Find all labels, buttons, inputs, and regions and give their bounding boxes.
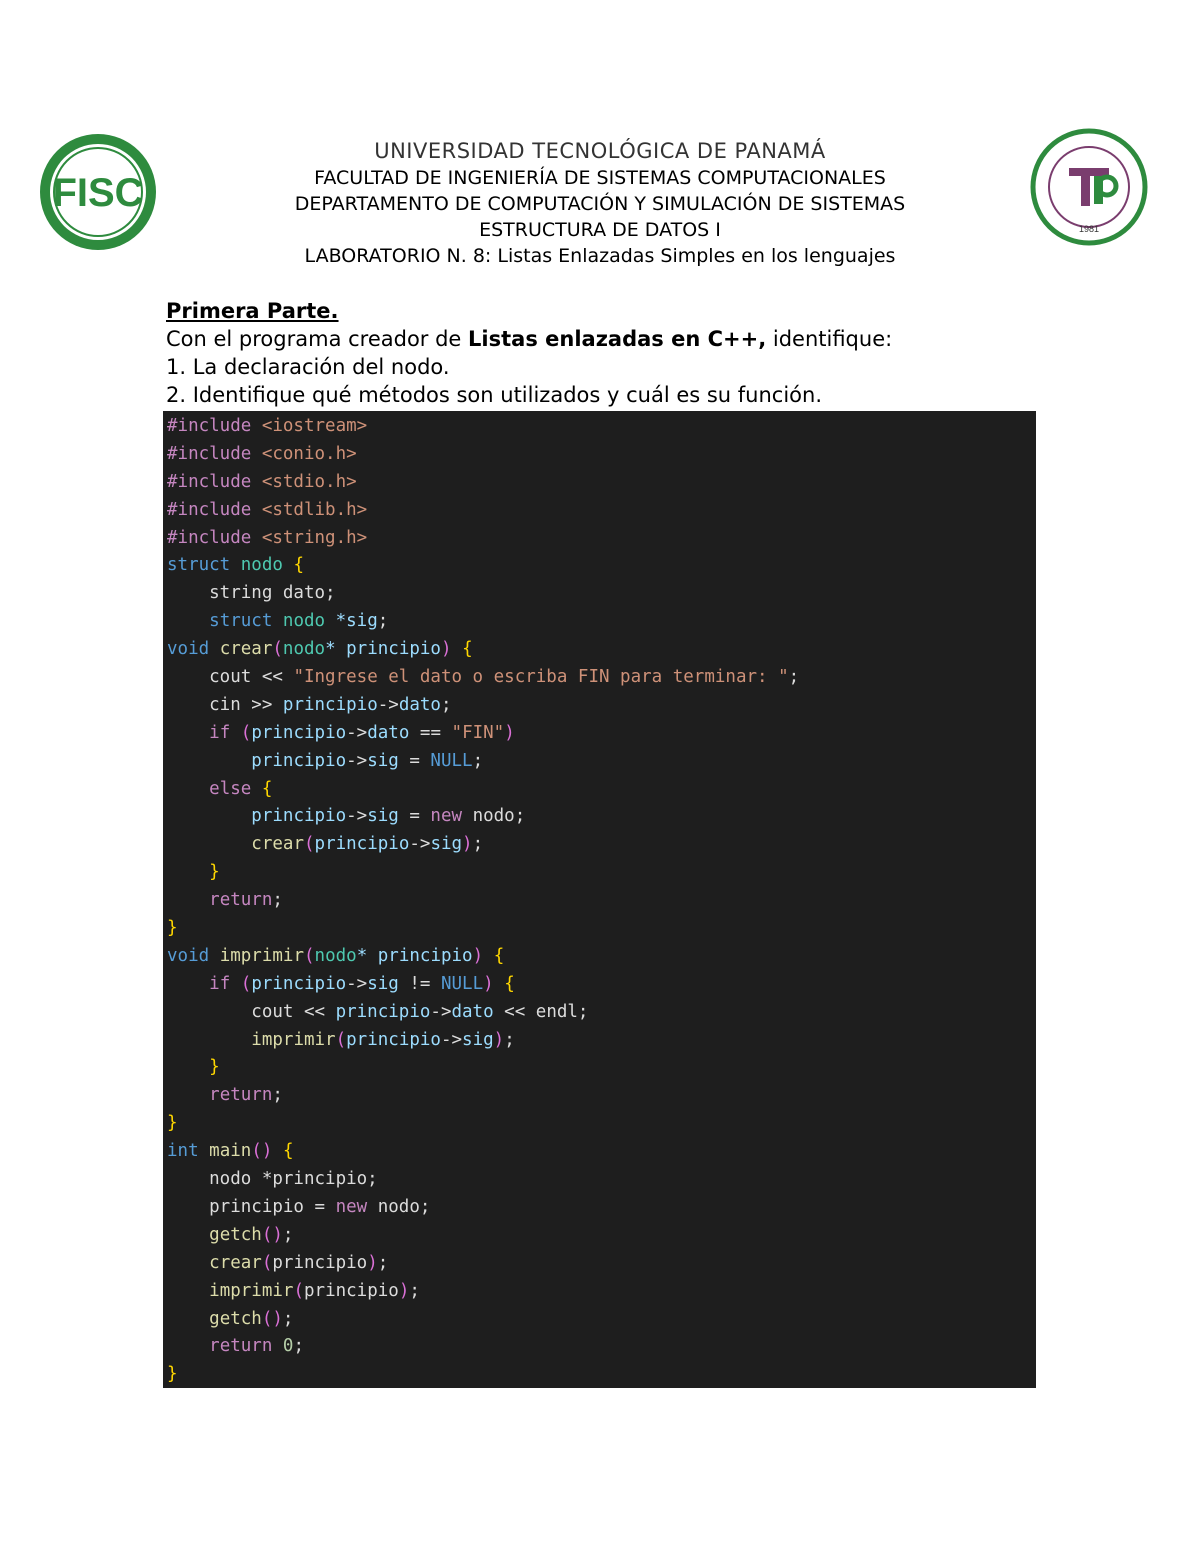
- code-token: }: [209, 862, 220, 883]
- code-token: string dato;: [167, 583, 336, 604]
- instruction-post: identifique:: [766, 327, 893, 351]
- code-token: =: [398, 806, 431, 827]
- code-line: [167, 1110, 1036, 1138]
- code-token: [272, 1141, 283, 1161]
- code-token: ;: [272, 890, 283, 911]
- code-token: <stdio.h>: [261, 471, 357, 492]
- code-token: ->: [346, 973, 368, 994]
- code-token: imprimir: [251, 1029, 336, 1050]
- code-token: sig: [367, 750, 399, 771]
- code-line: [167, 803, 1036, 831]
- code-token: }: [209, 1057, 220, 1078]
- code-line: [167, 636, 1036, 664]
- code-token: else: [209, 778, 262, 799]
- code-token: principio =: [167, 1196, 336, 1217]
- code-token: principio: [304, 1280, 399, 1301]
- code-block: [163, 411, 1036, 1388]
- code-token: sig: [462, 1029, 494, 1050]
- code-token: crear: [251, 834, 304, 855]
- code-token: ->: [346, 806, 368, 827]
- code-token: ->: [440, 1029, 463, 1050]
- code-token: (: [293, 1280, 304, 1301]
- code-line: [167, 497, 1036, 525]
- code-line: [167, 552, 1036, 580]
- code-line: [167, 831, 1036, 859]
- code-line: [167, 441, 1036, 469]
- code-token: nodo: [282, 611, 336, 632]
- code-token: ->: [346, 722, 368, 743]
- code-token: imprimir: [219, 945, 304, 966]
- code-token: <string.h>: [261, 527, 368, 548]
- code-token: [167, 862, 209, 882]
- code-token: {: [261, 778, 273, 799]
- faculty-name: FACULTAD DE INGENIERÍA DE SISTEMAS COMPUTACIONALES: [314, 167, 886, 189]
- code-line: [167, 664, 1036, 692]
- code-token: getch: [209, 1224, 262, 1245]
- department-name: DEPARTAMENTO DE COMPUTACIÓN Y SIMULACIÓN DE SISTEMAS: [294, 193, 906, 215]
- code-token: (: [240, 973, 252, 994]
- code-token: (): [261, 1224, 283, 1245]
- code-token: <stdlib.h>: [261, 499, 368, 520]
- code-token: ): [398, 1280, 410, 1301]
- code-token: ;: [440, 694, 452, 715]
- code-token: (: [261, 1252, 273, 1273]
- code-token: return: [209, 1085, 273, 1106]
- code-token: (): [261, 1308, 283, 1329]
- code-token: ->: [377, 694, 399, 715]
- code-token: [167, 751, 251, 771]
- code-token: if: [209, 973, 241, 994]
- code-token: <conio.h>: [261, 443, 357, 464]
- code-token: [167, 1309, 209, 1329]
- code-token: nodo: [314, 945, 357, 966]
- code-token: (: [272, 639, 283, 660]
- code-token: new: [430, 806, 463, 827]
- code-token: nodo: [240, 555, 294, 576]
- code-token: nodo *principio;: [167, 1169, 378, 1190]
- code-line: [167, 1222, 1036, 1250]
- code-token: NULL: [440, 973, 484, 994]
- code-token: !=: [398, 973, 441, 994]
- code-token: cout <<: [167, 667, 294, 688]
- code-token: principio: [251, 722, 347, 743]
- instruction-item-2: 2. Identifique qué métodos son utilizados y cuál es su función.: [166, 383, 823, 407]
- code-token: ->: [409, 834, 431, 855]
- university-name: UNIVERSIDAD TECNOLÓGICA DE PANAMÁ: [374, 139, 826, 163]
- code-token: main: [209, 1141, 252, 1162]
- code-token: ->: [430, 1001, 452, 1022]
- code-token: (: [303, 945, 315, 966]
- code-token: crear: [219, 639, 273, 660]
- code-token: ;: [282, 1308, 294, 1329]
- code-line: [167, 859, 1036, 887]
- lab-title: LABORATORIO N. 8: Listas Enlazadas Simples en los lenguajes: [304, 245, 896, 267]
- code-token: nodo;: [367, 1196, 431, 1217]
- code-token: {: [504, 973, 515, 994]
- code-token: #include: [167, 527, 262, 548]
- code-token: [167, 974, 209, 994]
- code-token: ;: [472, 834, 484, 855]
- code-line: [167, 720, 1036, 748]
- code-line: [167, 413, 1036, 441]
- code-token: principio: [346, 1029, 441, 1050]
- code-token: cout <<: [167, 1001, 336, 1022]
- code-token: (): [251, 1141, 273, 1162]
- code-token: (: [240, 722, 252, 743]
- code-token: ;: [282, 1224, 294, 1245]
- code-token: ;: [377, 1252, 389, 1273]
- code-token: [494, 974, 505, 994]
- code-token: principio: [335, 1001, 431, 1022]
- instruction-line: [166, 325, 1046, 353]
- code-line: [167, 692, 1036, 720]
- code-token: dato: [398, 694, 441, 715]
- code-token: [167, 890, 209, 910]
- code-line: [167, 1250, 1036, 1278]
- code-line: [167, 1278, 1036, 1306]
- code-line: [167, 1194, 1036, 1222]
- code-token: ): [367, 1252, 378, 1273]
- code-token: [167, 779, 209, 799]
- code-token: ;: [377, 611, 389, 632]
- code-token: *sig: [335, 611, 378, 632]
- instructions: [166, 297, 1046, 409]
- code-token: =: [398, 750, 431, 771]
- document-header: [0, 138, 1200, 269]
- code-token: imprimir: [209, 1280, 294, 1301]
- code-line: [167, 1027, 1036, 1055]
- code-line: [167, 1306, 1036, 1334]
- code-token: #include: [167, 471, 262, 492]
- code-token: sig: [430, 834, 463, 855]
- code-token: <iostream>: [261, 416, 368, 436]
- code-line: [167, 608, 1036, 636]
- code-token: "Ingrese el dato o escriba FIN para terminar: ": [293, 667, 789, 688]
- code-token: }: [167, 1113, 178, 1134]
- code-token: ): [504, 722, 515, 743]
- code-token: ;: [472, 750, 484, 771]
- code-line: [167, 1082, 1036, 1110]
- code-token: [167, 1085, 209, 1105]
- code-line: [167, 1333, 1036, 1361]
- code-line: [167, 999, 1036, 1027]
- code-token: [167, 806, 251, 826]
- code-token: ==: [409, 722, 452, 743]
- instruction-item-1: 1. La declaración del nodo.: [166, 355, 450, 379]
- code-token: ): [483, 973, 494, 994]
- code-token: [167, 1030, 251, 1050]
- code-token: principio: [282, 694, 378, 715]
- code-line: [167, 915, 1036, 943]
- code-token: ;: [504, 1029, 515, 1050]
- code-token: * principio: [325, 639, 441, 660]
- code-token: #include: [167, 499, 262, 520]
- code-token: (: [335, 1029, 347, 1050]
- code-line: [167, 971, 1036, 999]
- code-token: }: [167, 1364, 178, 1385]
- code-token: [167, 1057, 209, 1077]
- code-token: principio: [251, 973, 347, 994]
- code-token: principio: [314, 834, 410, 855]
- code-token: sig: [367, 806, 399, 827]
- code-token: void: [167, 945, 220, 966]
- course-name: ESTRUCTURA DE DATOS I: [479, 219, 721, 241]
- code-token: {: [462, 639, 473, 660]
- code-token: ;: [272, 1085, 283, 1106]
- code-token: "FIN": [451, 722, 505, 743]
- fisc-logo-text: FISC: [52, 171, 144, 215]
- code-line: [167, 469, 1036, 497]
- code-token: nodo;: [462, 806, 526, 827]
- code-token: {: [493, 945, 505, 966]
- code-token: {: [282, 1141, 294, 1162]
- code-token: sig: [367, 973, 399, 994]
- code-token: * principio: [356, 945, 473, 966]
- code-token: ->: [346, 750, 368, 771]
- code-token: [167, 1225, 209, 1245]
- code-token: dato: [367, 722, 410, 743]
- code-token: return: [209, 1336, 283, 1357]
- code-token: ): [462, 834, 473, 855]
- section-title: Primera Parte.: [166, 299, 339, 323]
- code-token: #include: [167, 416, 262, 436]
- code-line: [167, 776, 1036, 804]
- code-line: [167, 887, 1036, 915]
- code-token: NULL: [430, 750, 473, 771]
- code-token: << endl;: [493, 1001, 589, 1022]
- code-token: ;: [409, 1280, 420, 1301]
- code-token: void: [167, 639, 220, 660]
- code-line: [167, 1054, 1036, 1082]
- code-token: nodo: [282, 639, 326, 660]
- code-line: [167, 1138, 1036, 1166]
- code-token: ): [440, 639, 452, 660]
- code-token: struct: [209, 611, 283, 632]
- code-token: cin >>: [167, 694, 283, 715]
- code-line: [167, 525, 1036, 553]
- code-token: ): [472, 945, 484, 966]
- code-line: [167, 748, 1036, 776]
- code-token: [167, 723, 209, 743]
- code-line: [167, 1361, 1036, 1389]
- code-token: principio: [272, 1252, 368, 1273]
- code-token: principio: [251, 806, 347, 827]
- code-token: }: [167, 918, 178, 939]
- code-token: ;: [293, 1336, 305, 1357]
- code-token: [167, 1253, 209, 1273]
- code-token: 0: [282, 1336, 294, 1357]
- code-token: crear: [209, 1252, 262, 1273]
- code-token: {: [293, 555, 304, 576]
- code-token: [167, 1281, 209, 1301]
- code-token: [452, 639, 463, 659]
- code-token: getch: [209, 1308, 262, 1329]
- code-token: struct: [167, 555, 241, 576]
- code-token: (: [303, 834, 315, 855]
- code-line: [167, 1166, 1036, 1194]
- code-token: [483, 946, 494, 966]
- code-token: [167, 611, 209, 631]
- code-token: new: [335, 1196, 368, 1217]
- code-line: [167, 580, 1036, 608]
- code-token: ;: [788, 667, 800, 688]
- code-token: #include: [167, 443, 262, 464]
- code-token: return: [209, 890, 273, 911]
- code-token: int: [167, 1141, 210, 1162]
- instruction-bold: Listas enlazadas en C++,: [468, 327, 767, 351]
- code-token: dato: [451, 1001, 494, 1022]
- instruction-pre: Con el programa creador de: [166, 327, 469, 351]
- utp-logo-year: 1981: [1078, 224, 1100, 234]
- code-token: principio: [251, 750, 347, 771]
- code-token: ): [493, 1029, 505, 1050]
- code-token: if: [209, 722, 241, 743]
- code-token: [167, 1336, 209, 1356]
- code-line: [167, 943, 1036, 971]
- code-token: [167, 834, 251, 854]
